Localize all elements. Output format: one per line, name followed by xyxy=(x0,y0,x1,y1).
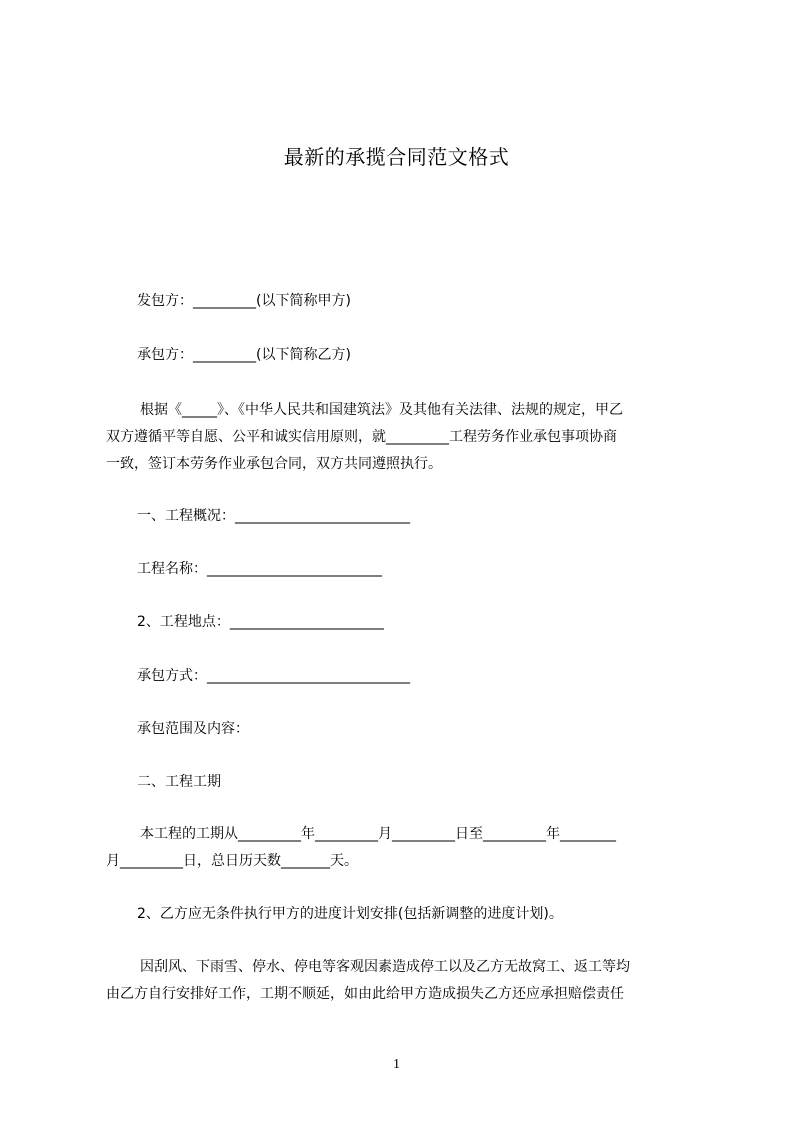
paragraph-basis-line-3: 一致，签订本劳务作业承包合同，双方共同遵照执行。 xyxy=(106,456,442,472)
field-project-name: 工程名称：_________________________ xyxy=(137,561,382,577)
field-contract-method: 承包方式：_____________________________ xyxy=(137,668,410,684)
page-number: 1 xyxy=(393,1057,400,1072)
paragraph-basis-line-1: 根据《_____》、《中华人民共和国建筑法》及其他有关法律、法规的规定，甲乙 xyxy=(140,402,623,418)
field-contract-scope: 承包范围及内容： xyxy=(137,721,249,737)
clause-contractor: 承包方：_________(以下简称乙方) xyxy=(137,347,351,363)
clause-employer: 发包方：_________(以下简称甲方) xyxy=(137,293,351,309)
clause-schedule-compliance: 2、乙方应无条件执行甲方的进度计划安排(包括新调整的进度计划)。 xyxy=(137,906,563,922)
section-project-overview: 一、工程概况：_________________________ xyxy=(137,508,410,524)
document-title: 最新的承揽合同范文格式 xyxy=(283,145,510,169)
section-project-duration: 二、工程工期 xyxy=(137,774,221,790)
paragraph-basis-line-2: 双方遵循平等自愿、公平和诚实信用原则，就_________工程劳务作业承包事项协商 xyxy=(106,429,617,445)
field-project-location: 2、工程地点：______________________ xyxy=(137,614,384,630)
paragraph-duration-line-2: 月_________日，总日历天数_______天。 xyxy=(106,853,358,869)
paragraph-delay-line-2: 由乙方自行安排好工作，工期不顺延，如由此给甲方造成损失乙方还应承担赔偿责任 xyxy=(106,986,624,1002)
paragraph-delay-line-1: 因刮风、下雨雪、停水、停电等客观因素造成停工以及乙方无故窝工、返工等均 xyxy=(140,959,630,975)
paragraph-duration-line-1: 本工程的工期从_________年_________月_________日至_________年________ xyxy=(140,826,616,842)
